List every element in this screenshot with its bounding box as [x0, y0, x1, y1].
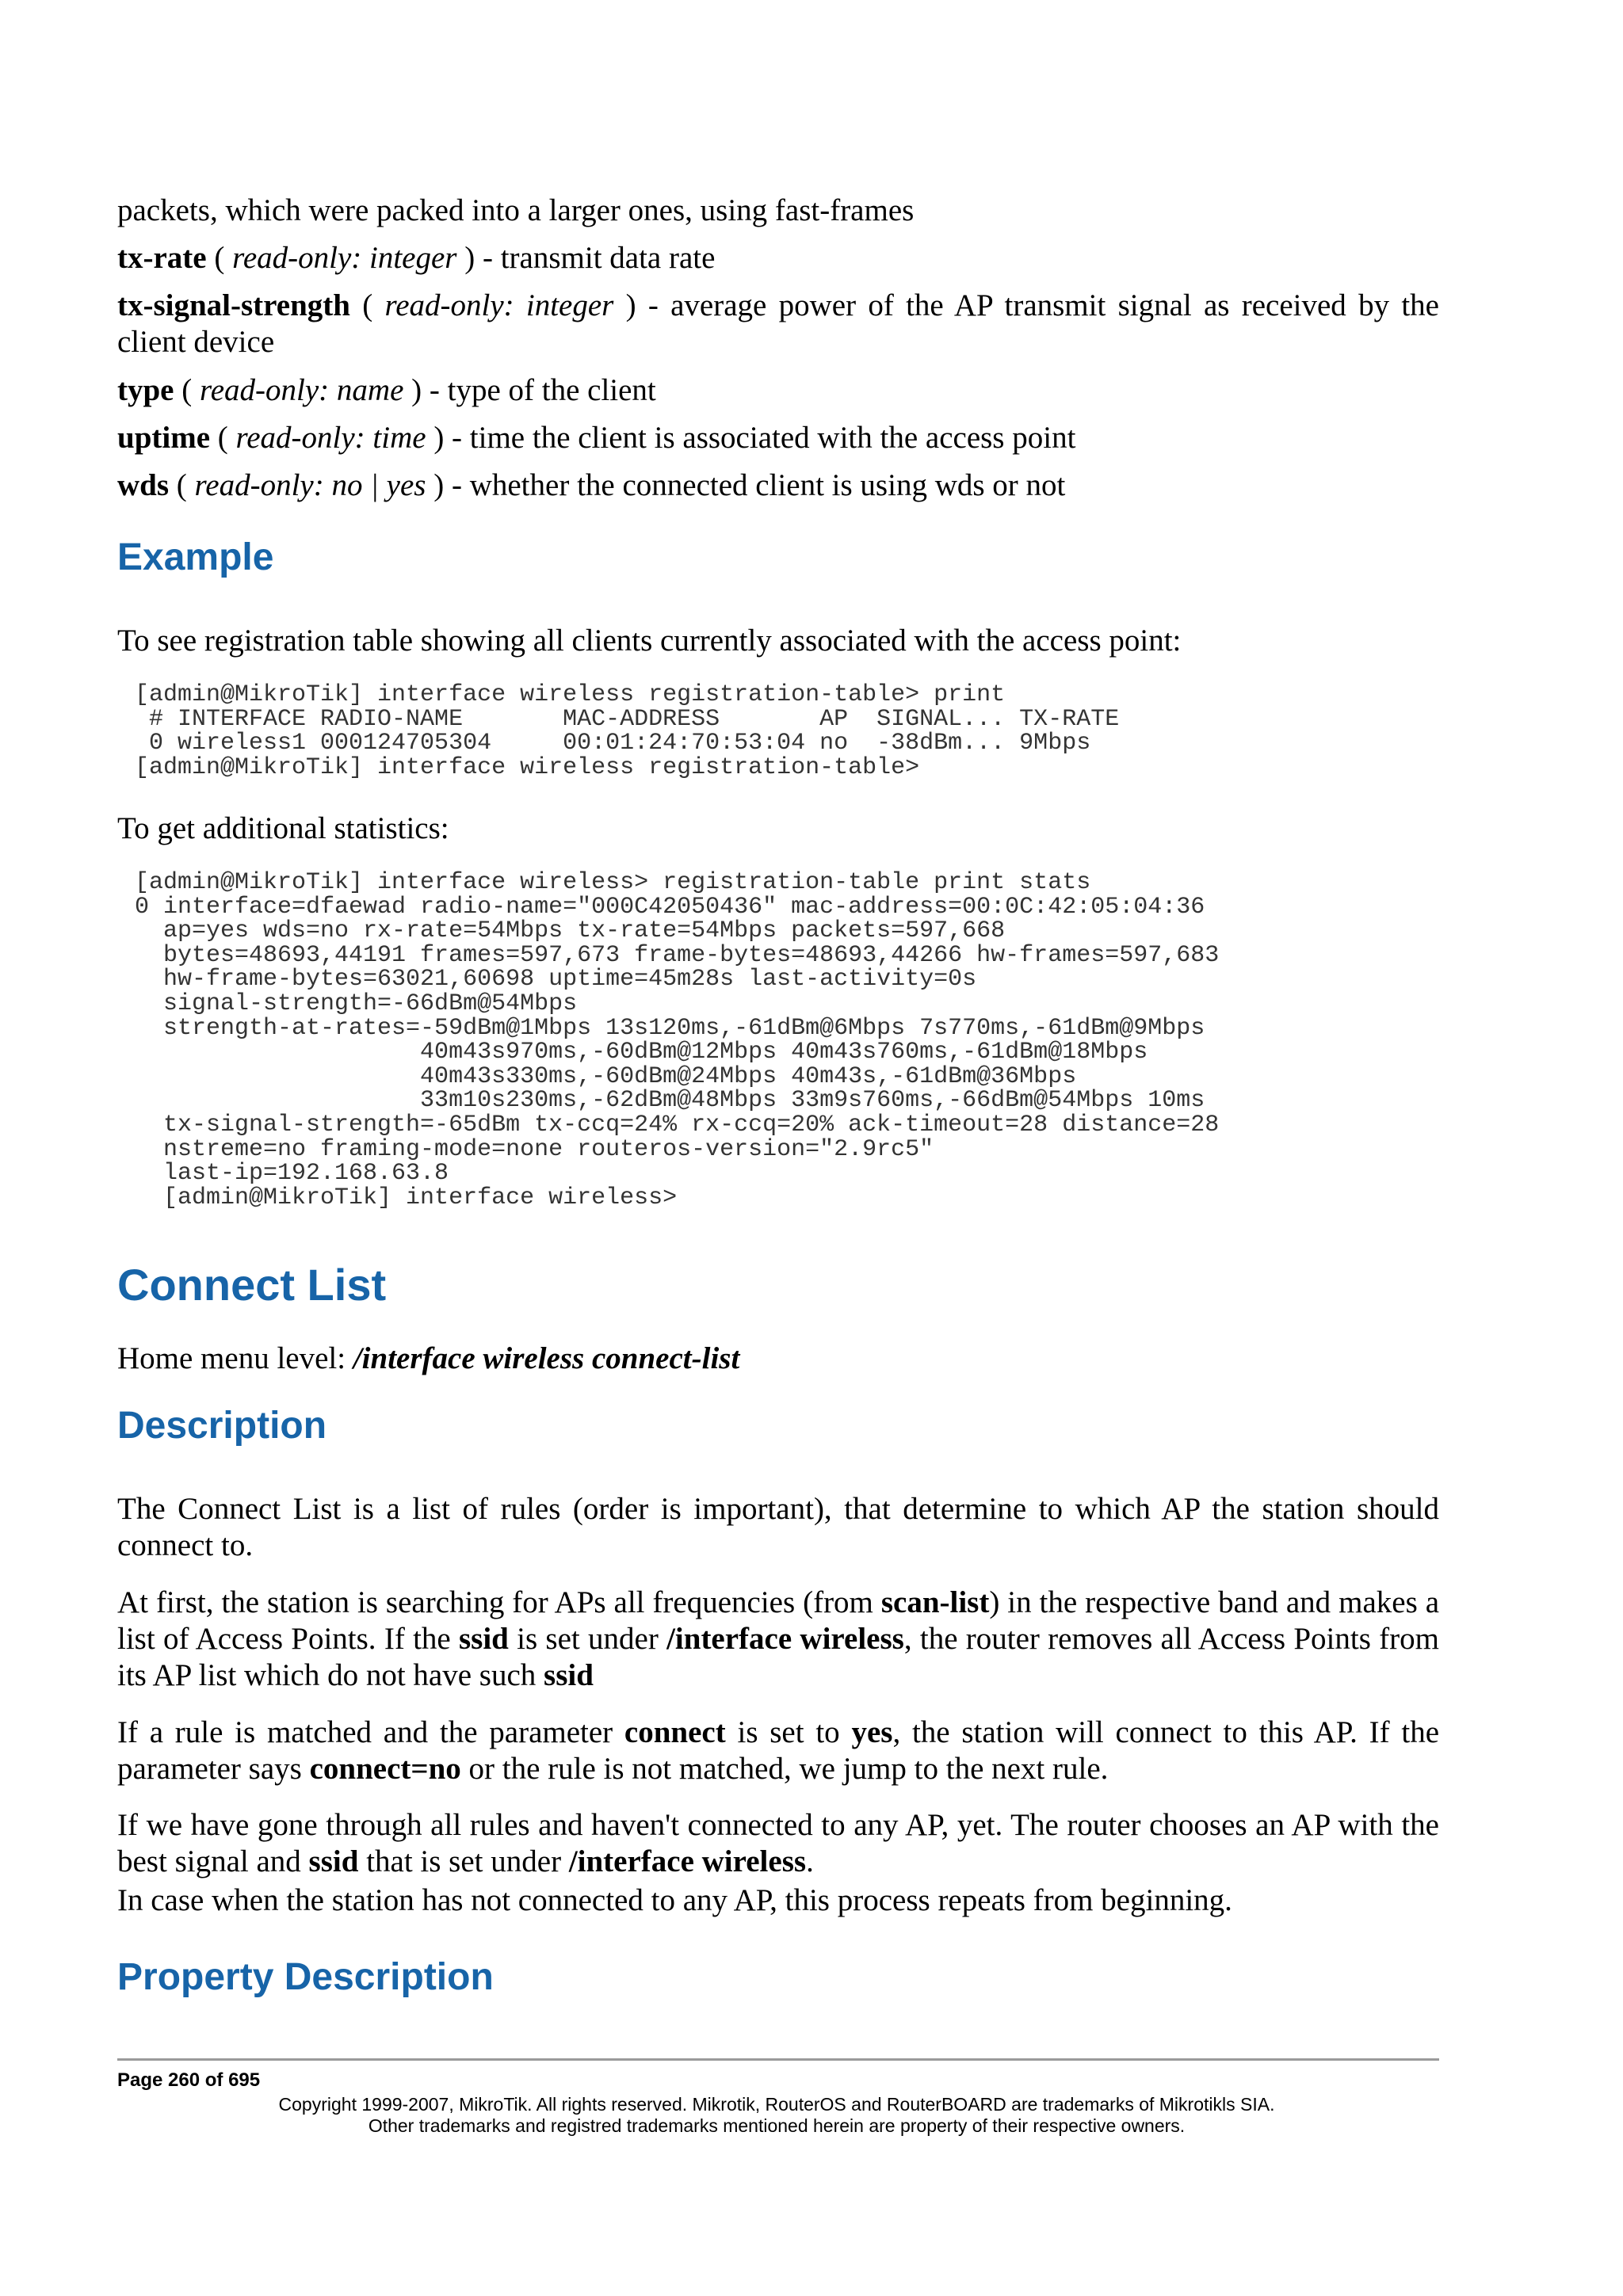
property-name: tx-signal-strength	[117, 288, 350, 322]
code-block-stats: [admin@MikroTik] interface wireless> registration-table print stats 0 interface=dfaewad radio-name="000C42050436" mac-address=00:0C:42:05:04:36 ap=yes wds=no rx-rate=54Mbps tx-rate=54Mbps packets=597,668 bytes=48693,44191 frames=597,673 frame-bytes=48693,44266 hw-frames=597,683 hw-frame-bytes=63021,60698 uptime=45m28s last-activity=0s signal-strength=-66dBm@54Mbps strength-at-rates=-59dBm@1Mbps 13s120ms,-61dBm@6Mbps 7s770ms,-61dBm@9Mbps 40m43s970ms,-60dBm@12Mbps 40m43s760ms,-61dBm@18Mbps 40m43s330ms,-60dBm@24Mbps 40m43s,-61dBm@36Mbps 33m10s230ms,-62dBm@48Mbps 33m9s760ms,-66dBm@54Mbps 10ms tx-signal-strength=-65dBm tx-ccq=24% rx-ccq=20% ack-timeout=28 distance=28 nstreme=no framing-mode=none routeros-version="2.9rc5" last-ip=192.168.63.8 [admin@MikroTik] interface wireless>	[135, 869, 1220, 1211]
property-name: uptime	[117, 421, 210, 455]
property-desc: ) - whether the connected client is using wds or not	[426, 468, 1066, 502]
footer-copyright-line-1: Copyright 1999-2007, MikroTik. All rights reserved. Mikrotik, RouterOS and RouterBOARD are trademarks of Mikrotikls SIA.	[278, 2094, 1275, 2115]
property-description-heading: Property Description	[117, 1956, 494, 1998]
property-type: read-only: time	[235, 421, 426, 455]
property-tx-signal-strength: tx-signal-strength ( read-only: integer ) - average power of the AP transmit signal as received by the client device	[117, 288, 1439, 359]
property-type: read-only: no | yes	[194, 468, 426, 502]
description-heading: Description	[117, 1405, 327, 1447]
property-name: tx-rate	[117, 241, 207, 275]
home-menu-path: /interface wireless connect-list	[353, 1341, 740, 1375]
code-block-print: [admin@MikroTik] interface wireless registration-table> print # INTERFACE RADIO-NAME MAC-ADDRESS AP SIGNAL... TX-RATE 0 wireless1 000124705304 00:01:24:70:53:04 no -38dBm... 9Mbps [admin@MikroTik] interface wireless registration-table>	[135, 681, 1120, 781]
property-name: type	[117, 373, 174, 407]
property-desc: ) - type of the client	[403, 373, 656, 407]
example-heading: Example	[117, 536, 274, 578]
property-type: type ( read-only: name ) - type of the client	[117, 373, 656, 407]
page-number: Page 260 of 695	[117, 2069, 261, 2091]
home-menu-level	[117, 1341, 1439, 1377]
property-type: read-only: integer	[384, 288, 614, 322]
property-uptime: uptime ( read-only: time ) - time the client is associated with the access point	[117, 421, 1076, 455]
description-paragraph-1: The Connect List is a list of rules (order is important), that determine to which AP the station should connect to.	[117, 1492, 1439, 1562]
description-paragraph-2: At first, the station is searching for APs all frequencies (from scan-list) in the respective band and makes a list of Access Points. If the ssid is set under /interface wireless, the router removes all Access Points from its AP list which do not have such ssid	[117, 1585, 1439, 1692]
property-desc: ) - time the client is associated with the access point	[426, 421, 1076, 455]
example-intro-2: To get additional statistics:	[117, 811, 449, 845]
connect-list-title: Connect List	[117, 1260, 387, 1310]
property-type: read-only: name	[200, 373, 404, 407]
footer-copyright-line-2: Other trademarks and registred trademarks mentioned herein are property of their respective owners.	[368, 2115, 1186, 2136]
description-paragraph-4: If we have gone through all rules and haven't connected to any AP, yet. The router chooses an AP with the best signal and ssid that is set under /interface wireless.	[117, 1808, 1439, 1878]
property-desc: ) - transmit data rate	[456, 241, 716, 275]
example-intro-1: To see registration table showing all clients currently associated with the access point:	[117, 624, 1182, 658]
property-name: wds	[117, 468, 170, 502]
home-menu-label: Home menu level:	[117, 1341, 353, 1375]
description-paragraph-3: If a rule is matched and the parameter connect is set to yes, the station will connect to this AP. If the parameter says connect=no or the rule is not matched, we jump to the next rule.	[117, 1715, 1440, 1786]
footer-divider	[117, 2058, 1439, 2061]
description-paragraph-5: In case when the station has not connected to any AP, this process repeats from beginning.	[117, 1883, 1232, 1917]
property-wds: wds ( read-only: no | yes ) - whether the connected client is using wds or not	[117, 468, 1066, 502]
property-type: read-only: integer	[232, 241, 457, 275]
property-tx-rate: tx-rate ( read-only: integer ) - transmit data rate	[117, 241, 716, 275]
continued-paragraph: packets, which were packed into a larger ones, using fast-frames	[117, 193, 915, 227]
property-desc: ) - average power of the AP transmit signal as received by the client device	[117, 288, 1439, 359]
